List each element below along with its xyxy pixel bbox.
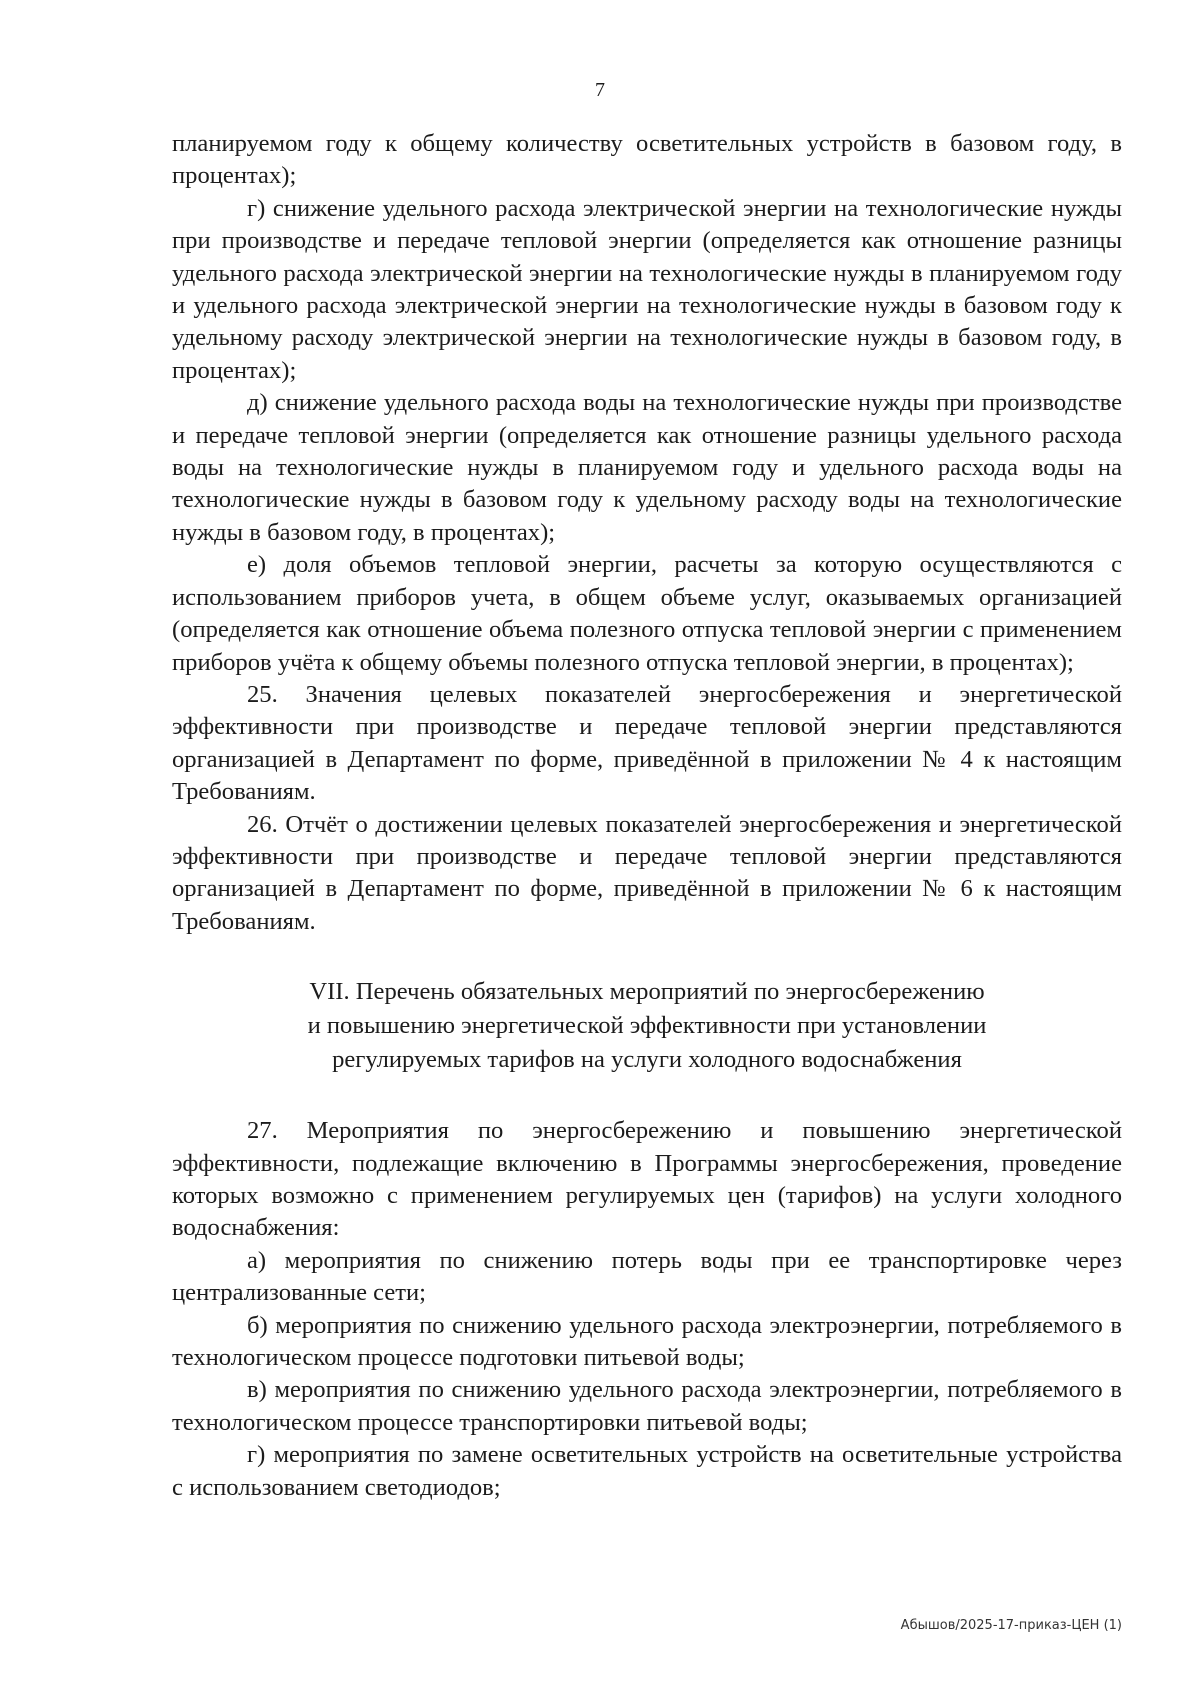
- page-number: 7: [595, 79, 605, 101]
- section-heading-line: регулируемых тарифов на услуги холодного водоснабжения: [332, 1046, 962, 1074]
- section-heading: [172, 975, 1122, 1077]
- paragraph-item-b: б) мероприятия по снижению удельного расхода электроэнергии, потребляемого в технологическом процессе подготовки питьевой воды;: [172, 1311, 1122, 1371]
- paragraph-continuation: планируемом году к общему количеству осветительных устройств в базовом году, в процентах);: [172, 130, 1122, 190]
- paragraph-clause-25: 25. Значения целевых показателей энергосбережения и энергетической эффективности при производстве и передаче тепловой энергии представляются организацией в Департамент по форме, приведённой в приложении № 4 к настоящим Требованиям.: [172, 680, 1122, 806]
- paragraph-item-d: д) снижение удельного расхода воды на технологические нужды при производстве и передаче тепловой энергии (определяется как отношение разницы удельного расхода воды на технологические нужды в планируемом году и удельного расхода воды на технологические нужды в базовом году к удельному расходу воды на технологические нужды в базовом году, в процентах);: [172, 389, 1122, 546]
- footer-document-reference: Абышов/2025-17-приказ-ЦЕН (1): [900, 1618, 1122, 1633]
- paragraph-item-e: е) доля объемов тепловой энергии, расчеты за которую осуществляются с использованием приборов учета, в общем объеме услуг, оказываемых организацией (определяется как отношение объема полезного отпуска тепловой энергии с применением приборов учёта к общему объемы полезного отпуска тепловой энергии, в процентах);: [172, 551, 1122, 676]
- paragraph-item-v: в) мероприятия по снижению удельного расхода электроэнергии, потребляемого в технологическом процессе транспортировки питьевой воды;: [172, 1376, 1122, 1436]
- section-heading-line: и повышению энергетической эффективности при установлении: [307, 1012, 987, 1040]
- paragraph-clause-27: 27. Мероприятия по энергосбережению и повышению энергетической эффективности, подлежащие включению в Программы энергосбережения, проведение которых возможно с применением регулируемых цен (тарифов) на услуги холодного водоснабжения:: [172, 1117, 1122, 1242]
- document-body: [172, 128, 1122, 1504]
- paragraph-clause-26: 26. Отчёт о достижении целевых показателей энергосбережения и энергетической эффективности при производстве и передаче тепловой энергии представляются организацией в Департамент по форме, приведённой в приложении № 6 к настоящим Требованиям.: [172, 810, 1122, 935]
- paragraph-item-g-lighting: г) мероприятия по замене осветительных устройств на осветительные устройства с использованием светодиодов;: [172, 1441, 1122, 1501]
- paragraph-item-g: г) снижение удельного расхода электрической энергии на технологические нужды при производстве и передаче тепловой энергии (определяется как отношение разницы удельного расхода электрической энергии на технологические нужды в планируемом году и удельного расхода электрической энергии на технологические нужды в базовом году к удельному расходу электрической энергии на технологические нужды в базовом году, в процентах);: [172, 194, 1122, 384]
- paragraph-item-a: а) мероприятия по снижению потерь воды при ее транспортировке через централизованные сети;: [172, 1246, 1122, 1307]
- section-heading-line: VII. Перечень обязательных мероприятий по энергосбережению: [309, 978, 985, 1006]
